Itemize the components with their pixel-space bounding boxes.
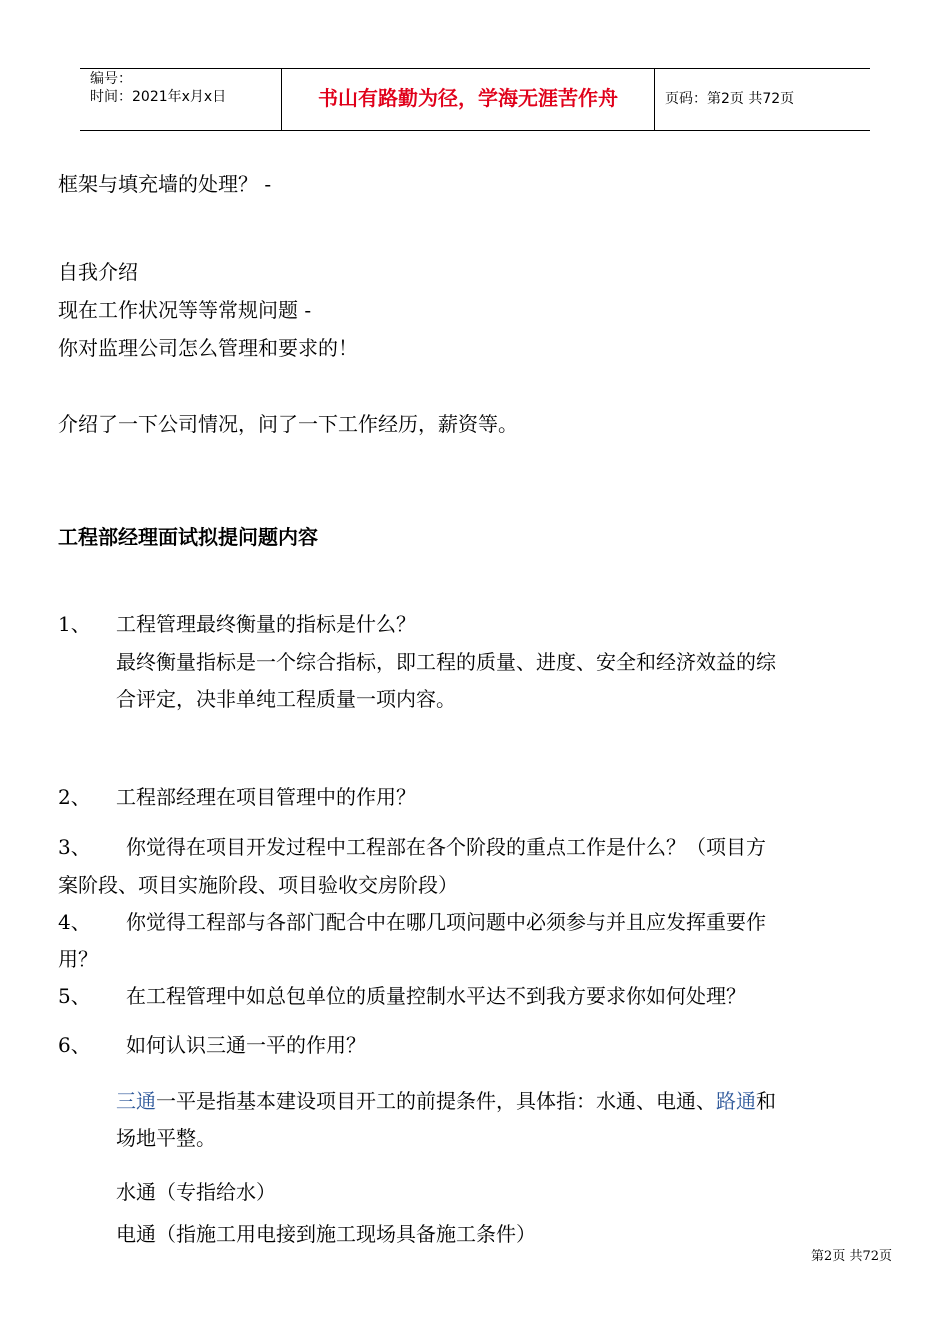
item-number-2: 2、 xyxy=(58,785,91,809)
question-3-line-1: 你觉得在项目开发过程中工程部在各个阶段的重点工作是什么？（项目方 xyxy=(126,835,766,859)
answer-6-line-1 xyxy=(116,1087,776,1115)
question-6: 如何认识三通一平的作用？ xyxy=(126,1033,366,1057)
item-number-4: 4、 xyxy=(58,910,91,934)
header-cell-page xyxy=(655,69,870,130)
link-lutong[interactable]: 路通 xyxy=(716,1089,756,1113)
section-heading: 工程部经理面试拟提问题内容 xyxy=(58,525,318,549)
question-1: 工程管理最终衡量的指标是什么？ xyxy=(116,612,416,636)
answer-1-line-1: 最终衡量指标是一个综合指标，即工程的质量、进度、安全和经济效益的综 xyxy=(116,650,776,674)
item-number-1: 1、 xyxy=(58,612,91,636)
answer-1-line-2: 合评定，决非单纯工程质量一项内容。 xyxy=(116,687,456,711)
header-cell-motto xyxy=(282,69,655,130)
motto: 书山有路勤为径，学海无涯苦作舟 xyxy=(318,86,618,110)
header-cell-info xyxy=(80,69,282,130)
answer-6-text-1: 一平是指基本建设项目开工的前提条件，具体指：水通、电通、 xyxy=(156,1089,716,1113)
water-supply-line: 水通（专指给水） xyxy=(116,1180,276,1204)
power-supply-line: 电通（指施工用电接到施工现场具备施工条件） xyxy=(116,1222,536,1246)
question-3-line-2: 案阶段、项目实施阶段、项目验收交房阶段） xyxy=(58,873,458,897)
item-number-3: 3、 xyxy=(58,835,91,859)
line-frame-wall: 框架与填充墙的处理？ - xyxy=(58,172,272,196)
line-company-intro: 介绍了一下公司情况，问了一下工作经历，薪资等。 xyxy=(58,412,518,436)
line-work-status: 现在工作状况等等常规问题 - xyxy=(58,298,312,322)
question-4-line-2: 用？ xyxy=(58,947,98,971)
item-number-6: 6、 xyxy=(58,1033,91,1057)
question-4-line-1: 你觉得工程部与各部门配合中在哪几项问题中必须参与并且应发挥重要作 xyxy=(126,910,766,934)
answer-6-line-2: 场地平整。 xyxy=(116,1126,216,1150)
link-santong[interactable]: 三通 xyxy=(116,1089,156,1113)
question-2: 工程部经理在项目管理中的作用？ xyxy=(116,785,416,809)
answer-6-text-2: 和 xyxy=(756,1089,776,1113)
header-table xyxy=(80,68,870,131)
time-label: 时间：2021年x月x日 xyxy=(90,89,227,105)
line-self-intro: 自我介绍 xyxy=(58,260,138,284)
number-label: 编号： xyxy=(90,71,132,87)
item-number-5: 5、 xyxy=(58,984,91,1008)
question-5: 在工程管理中如总包单位的质量控制水平达不到我方要求你如何处理？ xyxy=(126,984,746,1008)
line-supervision: 你对监理公司怎么管理和要求的！ xyxy=(58,336,358,360)
footer-page-number: 第2页 共72页 xyxy=(811,1249,892,1264)
page-info: 页码：第2页 共72页 xyxy=(665,91,795,107)
